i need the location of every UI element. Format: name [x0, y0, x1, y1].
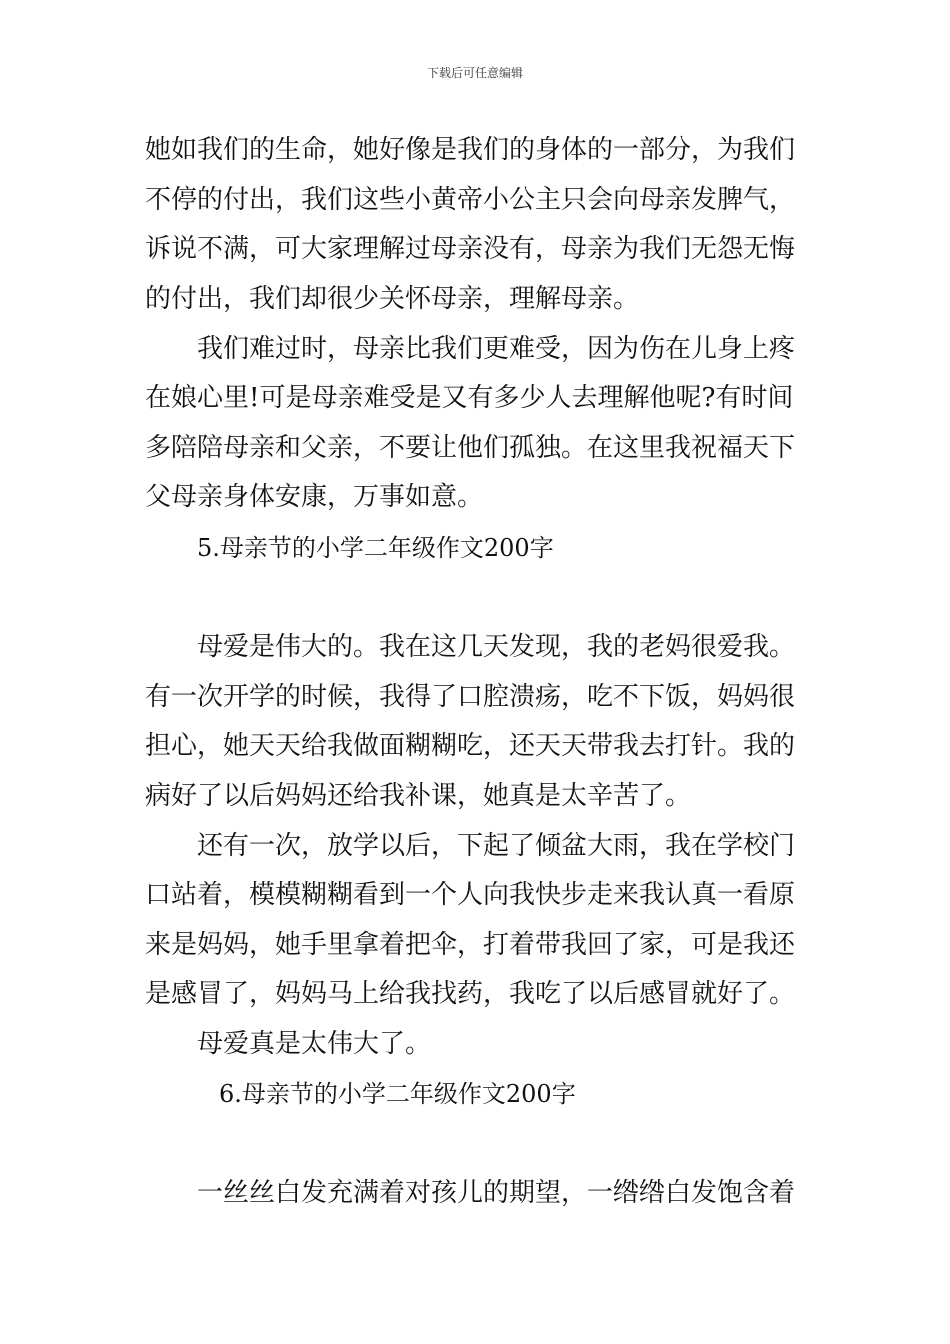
text-line: 一丝丝白发充满着对孩儿的期望，一绺绺白发饱含着 [197, 1178, 796, 1208]
text-line: 口站着，模模糊糊看到一个人向我快步走来我认真一看原 [145, 880, 796, 910]
text-line: 她如我们的生命，她好像是我们的身体的一部分，为我们 [145, 135, 796, 165]
text-line: 我们难过时，母亲比我们更难受，因为伤在儿身上疼 [197, 334, 796, 364]
text-line: 在娘心里!可是母亲难受是又有多少人去理解他呢?有时间 [145, 383, 794, 413]
text-line: 母爱是伟大的。我在这几天发现，我的老妈很爱我。 [197, 632, 796, 662]
text-line: 担心，她天天给我做面糊糊吃，还天天带我去打针。我的 [145, 731, 796, 761]
text-line: 病好了以后妈妈还给我补课，她真是太辛苦了。 [145, 781, 692, 811]
text-line: 多陪陪母亲和父亲，不要让他们孤独。在这里我祝福天下 [145, 433, 796, 463]
text-line: 母爱真是太伟大了。 [197, 1029, 432, 1059]
text-line: 有一次开学的时候，我得了口腔溃疡，吃不下饭，妈妈很 [145, 682, 796, 712]
section-heading: 5.母亲节的小学二年级作文200字 [197, 534, 554, 562]
text-line: 父母亲身体安康，万事如意。 [145, 482, 484, 512]
section-heading: 6.母亲节的小学二年级作文200字 [219, 1080, 576, 1108]
text-line: 的付出，我们却很少关怀母亲，理解母亲。 [145, 284, 640, 314]
text-line: 不停的付出，我们这些小黄帝小公主只会向母亲发脾气， [145, 185, 796, 215]
text-line: 还有一次，放学以后，下起了倾盆大雨，我在学校门 [197, 831, 796, 861]
page-header-note: 下载后可任意编辑 [426, 66, 523, 80]
text-line: 是感冒了，妈妈马上给我找药，我吃了以后感冒就好了。 [145, 979, 796, 1009]
text-line: 来是妈妈，她手里拿着把伞，打着带我回了家，可是我还 [145, 930, 796, 960]
text-line: 诉说不满，可大家理解过母亲没有，母亲为我们无怨无悔 [145, 234, 796, 264]
